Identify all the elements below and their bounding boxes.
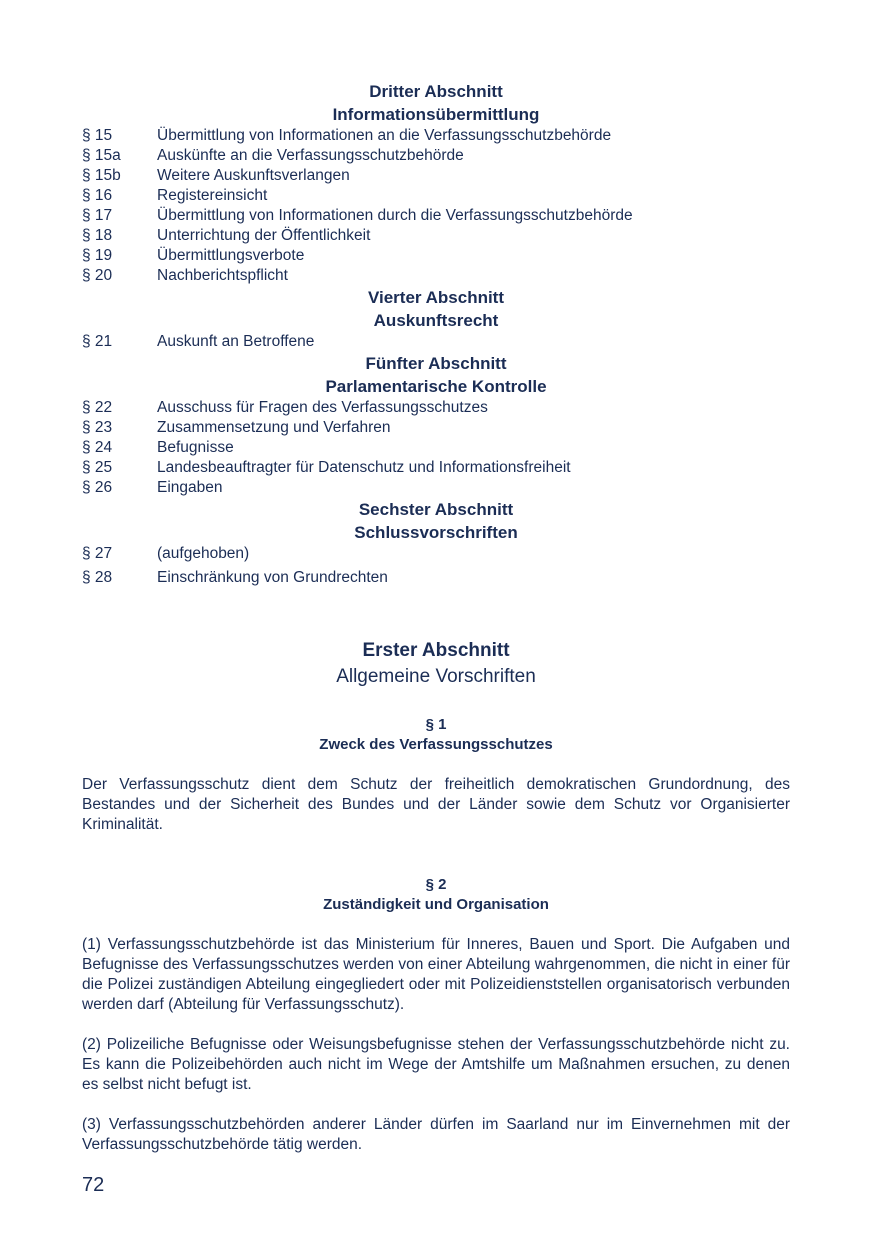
toc-entry	[82, 166, 790, 186]
toc-entry-title: Übermittlung von Informationen durch die Verfassungsschutzbehörde	[157, 207, 633, 224]
toc-section	[82, 352, 790, 498]
toc-entry	[82, 266, 790, 286]
toc-entry-title: Weitere Auskunftsverlangen	[157, 167, 350, 184]
paragraph-1	[82, 715, 790, 835]
toc-section-heading: Sechster Abschnitt	[358, 500, 514, 519]
toc-entry-number: § 15a	[82, 147, 121, 164]
toc-section	[82, 498, 790, 588]
toc-entry-title: Befugnisse	[157, 439, 234, 456]
toc-entry	[82, 126, 790, 146]
toc-entry-title: Eingaben	[157, 479, 223, 496]
toc-entry-number: § 17	[82, 207, 113, 224]
toc-entry-title: Übermittlungsverbote	[157, 247, 305, 264]
toc-entry-number: § 26	[82, 479, 113, 496]
toc-entry-title: Auskünfte an die Verfassungsschutzbehörde	[157, 147, 464, 164]
document-page	[82, 80, 790, 1155]
page-number: 72	[82, 1174, 105, 1196]
toc-entry-number: § 15	[82, 127, 113, 144]
toc-entry-title: Zusammensetzung und Verfahren	[157, 419, 391, 436]
toc-section-subheading: Informationsübermittlung	[332, 105, 540, 124]
toc-entry-number: § 22	[82, 399, 113, 416]
toc-entry-title: (aufgehoben)	[157, 545, 250, 562]
toc-entry-number: § 23	[82, 419, 113, 436]
toc-entry	[82, 226, 790, 246]
toc-section-subheading: Schlussvorschriften	[354, 523, 518, 542]
section-subtitle: Allgemeine Vorschriften	[336, 666, 536, 687]
toc-section	[82, 80, 790, 286]
toc-section-heading: Fünfter Abschnitt	[365, 354, 507, 373]
toc-section-subheading: Auskunftsrecht	[373, 311, 499, 330]
paragraph-title: Zuständigkeit und Organisation	[323, 896, 549, 913]
toc-entry-number: § 20	[82, 267, 113, 284]
toc-entry	[82, 206, 790, 226]
toc-section-subheading: Parlamentarische Kontrolle	[325, 377, 547, 396]
section-heading	[82, 638, 790, 690]
toc-entry	[82, 478, 790, 498]
paragraph-text: Der Verfassungsschutz dient dem Schutz der freiheitlich demokratischen Grundordnung, des Bestandes und der Sicherheit des Bundes und der Länder sowie dem Schutz vor Organisierter Kriminalität.	[82, 776, 790, 833]
toc-entry-number: § 19	[82, 247, 113, 264]
toc-entry	[82, 418, 790, 438]
toc-entry-title: Registereinsicht	[157, 187, 268, 204]
toc-entry-title: Landesbeauftragter für Datenschutz und Informationsfreiheit	[157, 459, 571, 476]
toc-entry	[82, 568, 790, 588]
toc-entry	[82, 332, 790, 352]
toc-entry-title: Unterrichtung der Öffentlichkeit	[157, 227, 371, 244]
toc-entry	[82, 398, 790, 418]
toc-entry-number: § 21	[82, 333, 113, 350]
toc-entry	[82, 438, 790, 458]
toc-section-heading: Vierter Abschnitt	[367, 288, 505, 307]
toc-entry-number: § 28	[82, 569, 113, 586]
toc-entry-number: § 18	[82, 227, 113, 244]
toc-entry-number: § 24	[82, 439, 113, 456]
toc-section	[82, 286, 790, 352]
toc-entry	[82, 544, 790, 564]
toc-entry-number: § 16	[82, 187, 113, 204]
toc-entry-title: Nachberichtspflicht	[157, 267, 288, 284]
toc-entry-number: § 15b	[82, 167, 121, 184]
paragraph-text: (2) Polizeiliche Befugnisse oder Weisungsbefugnisse stehen der Verfassungsschutzbehörde nicht zu. Es kann die Polizeibehörden auch nicht im Wege der Amtshilfe um Maßnahmen ersuchen, zu denen es selbst nicht befugt ist.	[82, 1036, 790, 1093]
paragraph-text: (3) Verfassungsschutzbehörden anderer Länder dürfen im Saarland nur im Einvernehmen mit der Verfassungsschutzbehörde tätig werden.	[82, 1116, 790, 1153]
paragraph-text: (1) Verfassungsschutzbehörde ist das Ministerium für Inneres, Bauen und Sport. Die Aufgaben und Befugnisse des Verfassungsschutzes werden von einer Abteilung wahrgenommen, die nicht in einer für die Polizei zuständigen Abteilung eingegliedert oder mit Polizeidienststellen organisatorisch verbunden werden darf (Abteilung für Verfassungsschutz).	[82, 936, 790, 1013]
toc-entry	[82, 246, 790, 266]
toc-entry-title: Ausschuss für Fragen des Verfassungsschutzes	[157, 399, 488, 416]
toc-entry-title: Einschränkung von Grundrechten	[157, 569, 388, 586]
toc-entry-title: Übermittlung von Informationen an die Verfassungsschutzbehörde	[157, 127, 612, 144]
toc-entry-number: § 27	[82, 545, 113, 562]
toc-entry	[82, 458, 790, 478]
toc-entry-number: § 25	[82, 459, 113, 476]
toc-entry-title: Auskunft an Betroffene	[157, 333, 315, 350]
paragraph-number: § 1	[425, 716, 447, 733]
paragraph-number: § 2	[425, 876, 447, 893]
section-title: Erster Abschnitt	[362, 640, 510, 661]
toc-entry	[82, 146, 790, 166]
toc-entry	[82, 186, 790, 206]
paragraph-title: Zweck des Verfassungsschutzes	[319, 736, 553, 753]
toc-section-heading: Dritter Abschnitt	[369, 82, 503, 101]
paragraph-2	[82, 875, 790, 1155]
